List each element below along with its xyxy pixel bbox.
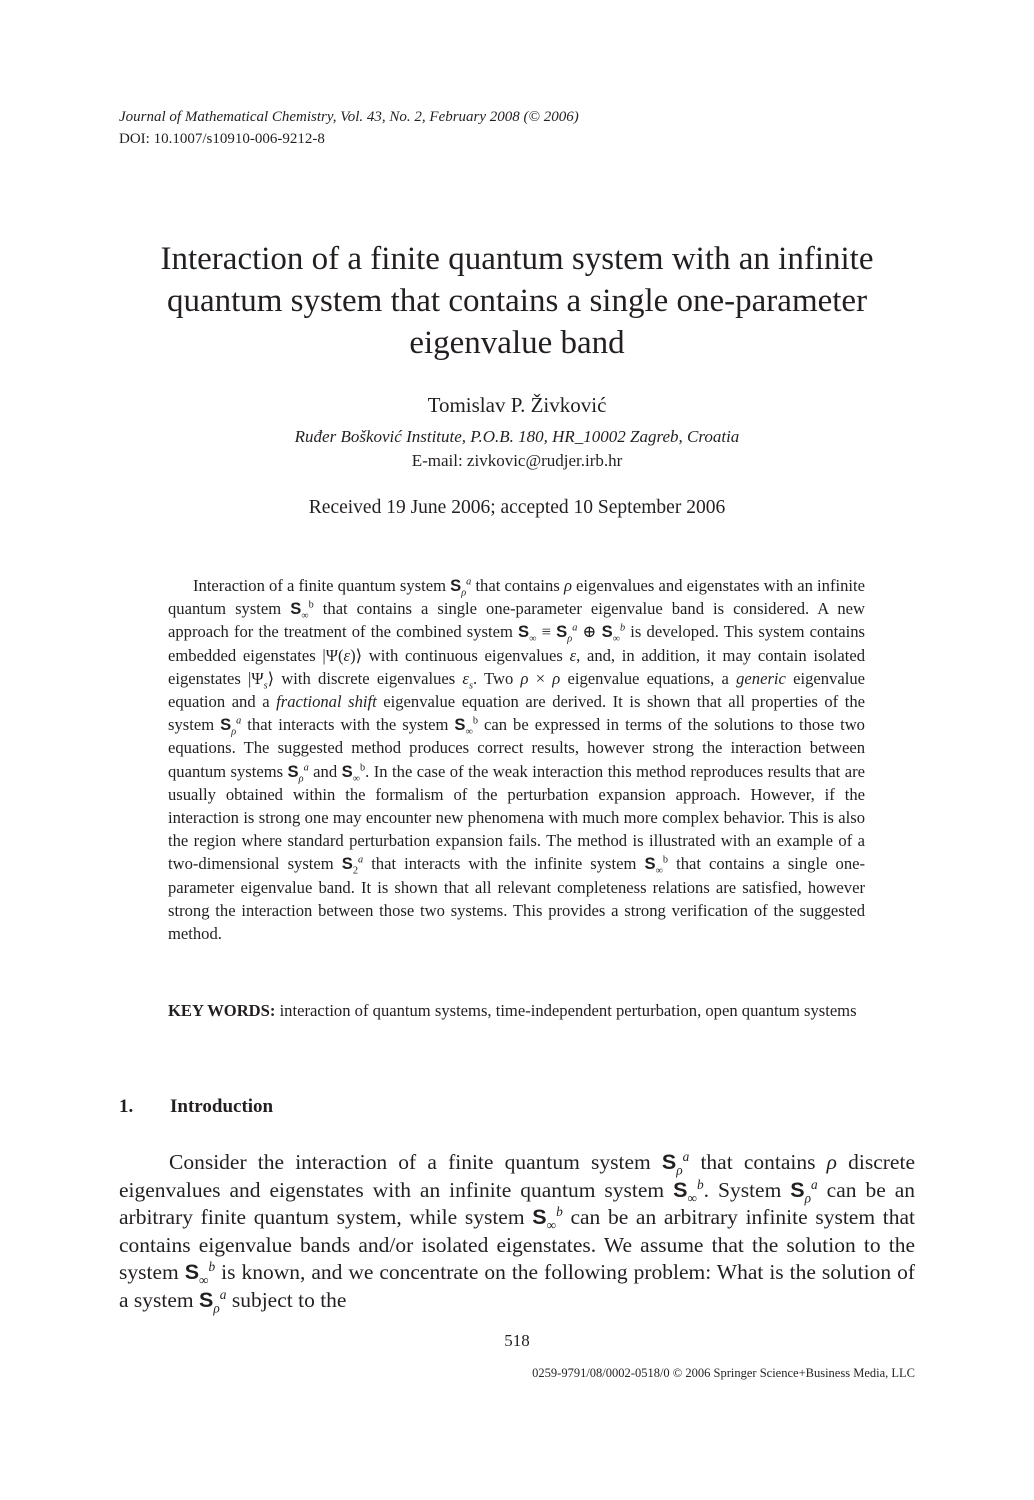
abstract: Interaction of a finite quantum system $S_\rho^a$ that contains ρ eigenvalues and eigenstates with an infinite quantum system $S_\infty^b$ that contains a single one-parameter eigenvalue band is considered. A new approach for the treatment of the combined system $S_\infty \equiv S_\rho^a$ ⊕ $S_\infty^b$ is developed. This system contains embedded eigenstates |Ψ(ε)⟩ with continuous eigenvalues ε, and, in addition, it may contain isolated eigenstates $|\Psi_s⟩$ with discrete eigenvalues $\varepsilon_s$. Two ρ × ρ eigenvalue equations, a generic eigenvalue equation and a fractional shift eigenvalue equation are derived. It is shown that all properties of the system $S_\rho^a$ that interacts with the system $S_\infty^b$ can be expressed in terms of the solutions to those two equations. The suggested method produces correct results, however strong the interaction between quantum systems $S_\rho^a$ and $S_\infty^b$. In the case of the weak interaction this method reproduces results that are usually obtained within the formalism of the perturbation expansion approach. However, if the interaction is strong one may encounter new phenomena with much more complex behavior. This is also the region where standard perturbation expansion fails. The method is illustrated with an example of a two-dimensional system $S_2^a$ that interacts with the infinite system $S_\infty^b$ that contains a single one-parameter eigenvalue band. It is shown that all relevant completeness relations are satisfied, however strong the interaction between those two systems. This provides a strong verification of the suggested method. — [168, 576, 866, 944]
introduction-paragraph: Consider the interaction of a finite quantum system $S_\rho^a$ that contains ρ discrete eigenvalues and eigenstates with an infinite quantum system $S_\infty^b$. System $S_\rho^a$ can be an arbitrary finite quantum system, while system $S_\infty^b$ can be an arbitrary infinite system that contains eigenvalue bands and/or isolated eigenstates. We assume that the solution to the system $S_\infty^b$ is known, and we concentrate on the following problem: What is the solution of a system $S_\rho^a$ subject to the — [119, 1148, 915, 1315]
copyright-footer: 0259-9791/08/0002-0518/0 © 2006 Springer Science+Business Media, LLC — [532, 1366, 915, 1380]
section-heading — [119, 1094, 273, 1120]
received-dates: Received 19 June 2006; accepted 10 September 2006 — [308, 497, 726, 518]
section-title: Introduction — [170, 1096, 274, 1117]
page-number: 518 — [504, 1331, 530, 1350]
journal-citation: Journal of Mathematical Chemistry, Vol. 43, No. 2, February 2008 (© 2006) — [119, 109, 579, 125]
section-number: 1. — [119, 1096, 134, 1117]
paper-title: Interaction of a finite quantum system with an infinite quantum system that contains a single one-parameter eigenvalue band — [160, 241, 874, 361]
author: Tomislav P. Živković — [427, 393, 607, 417]
keywords-text: interaction of quantum systems, time-independent perturbation, open quantum systems — [275, 1001, 857, 1020]
affiliation: Ruđer Bošković Institute, P.O.B. 180, HR_10002 Zagreb, Croatia — [294, 427, 740, 446]
keywords — [168, 999, 865, 1022]
doi: DOI: 10.1007/s10910-006-9212-8 — [119, 131, 325, 147]
keywords-label: KEY WORDS: — [168, 1001, 276, 1020]
author-email: E-mail: zivkovic@rudjer.irb.hr — [411, 451, 623, 470]
